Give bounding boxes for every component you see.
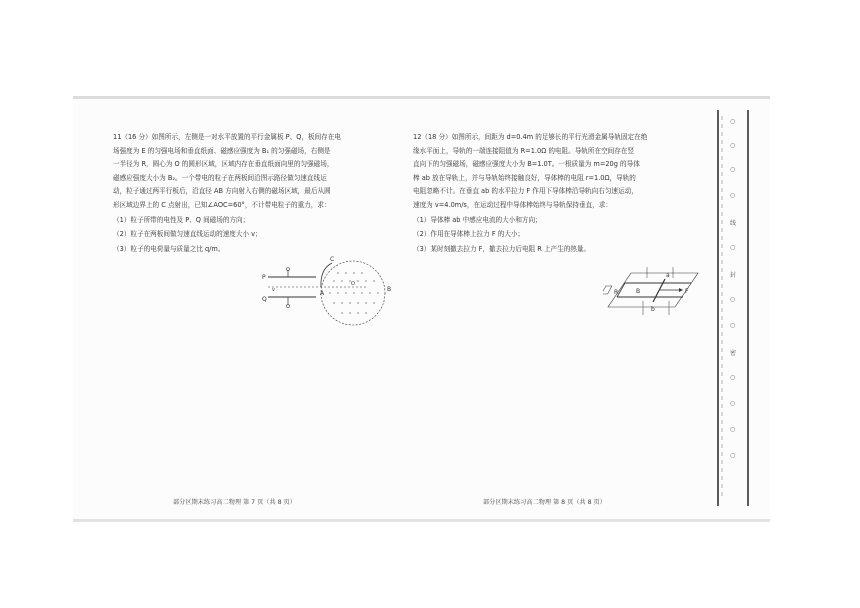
question-11 — [113, 131, 425, 256]
question-12 — [413, 131, 705, 256]
question-11-line: 动，粒子通过两平行板后，沿直径 AB 方向射入右侧的磁场区域，最后从圆 — [113, 187, 331, 196]
binding-mark: 线 — [730, 220, 737, 227]
exam-sheet — [73, 96, 770, 522]
binding-mark: ○ — [730, 296, 736, 303]
question-12-line: 电阻忽略不计。在垂直 ab 的水平拉力 F 作用下导体棒沿导轨向右匀速运动， — [413, 187, 638, 196]
label-o: O — [351, 281, 355, 287]
question-11-line: 场强度为 E 的匀强电场和垂直纸面、磁感应强度为 B₁ 的匀强磁场，右侧是 — [113, 146, 331, 155]
binding-mark: ○ — [730, 192, 736, 199]
label-a: a — [666, 272, 670, 279]
binding-mark: ○ — [730, 118, 736, 125]
question-11-line: 磁感应强度大小为 B₂。一个带电的粒子在两板间沿图示路径做匀速直线运 — [113, 173, 327, 182]
binding-mark: ○ — [730, 400, 736, 407]
sub-question-2: （2）粒子在两板间做匀速直线运动的速度大小 v； — [113, 230, 262, 239]
figure-12 — [603, 265, 703, 327]
question-12-line: 缘水平面上，导轨的一端连接阻值为 R=1.0Ω 的电阻。导轨所在空间存在竖 — [413, 146, 635, 155]
binding-mark: ○ — [730, 374, 736, 381]
label-a: A — [320, 290, 325, 297]
figure-11 — [258, 255, 398, 327]
binding-mark: ○ — [730, 322, 736, 329]
label-b: B — [387, 286, 392, 293]
question-12-line: 直向下的匀强磁场，磁感应强度大小为 B=1.0T。一根质量为 m=20g 的导体 — [413, 160, 640, 169]
sub-question-2: （2）作用在导体棒上拉力 F 的大小； — [413, 230, 525, 239]
label-p: P — [262, 274, 266, 281]
question-11-line: 11（16 分）如图所示，左侧是一对水平放置的平行金属板 P、Q，板间存在电 — [113, 133, 341, 141]
label-q: Q — [262, 296, 267, 303]
sub-question-1: （1）导体棒 ab 中感应电流的大小和方向； — [413, 215, 542, 224]
page-8-footer: 部分区期末练习高二物理 第 8 页（共 8 页） — [483, 499, 606, 506]
label-f: F — [685, 288, 689, 295]
binding-mark: ○ — [730, 142, 736, 149]
binding-mark: ○ — [730, 426, 736, 433]
sub-question-3: （3）某时刻撤去拉力 F，撤去拉力后电阻 R 上产生的热量。 — [413, 244, 591, 253]
question-12-line: 12（18 分）如图所示，间距为 d=0.4m 的足够长的平行光滑金属导轨固定在绝 — [413, 133, 648, 141]
binding-mark: ○ — [730, 244, 736, 251]
binding-mark: ○ — [730, 166, 736, 173]
sub-question-1: （1）粒子所带的电性及 P、Q 间磁场的方向； — [113, 215, 250, 224]
label-c: C — [330, 256, 335, 263]
binding-mark: ○ — [730, 452, 736, 459]
question-11-line: 一半径为 R，圆心为 O 的圆形区域，区域内存在垂直纸面向里的匀强磁场， — [113, 160, 334, 169]
sub-question-3: （3）粒子的电荷量与质量之比 q/m。 — [113, 244, 225, 253]
question-12-line: 速度为 v=4.0m/s，在运动过程中导体棒始终与导轨保持垂直，求： — [413, 200, 612, 209]
label-b: b — [651, 306, 655, 313]
label-bfield: B — [636, 288, 641, 295]
label-v: v — [272, 287, 275, 293]
binding-mark: 封 — [730, 272, 737, 279]
question-12-line: 棒 ab 放在导轨上，并与导轨始终接触良好，导体棒的电阻 r=1.0Ω，导轨的 — [413, 173, 636, 182]
binding-mark: 密 — [730, 350, 737, 357]
label-r: R — [614, 289, 619, 296]
question-11-line: 形区域边界上的 C 点射出，已知∠AOC=60°，不计带电粒子的重力，求： — [113, 200, 331, 209]
page-7-footer: 部分区期末练习高二物理 第 7 页（共 8 页） — [173, 499, 296, 506]
